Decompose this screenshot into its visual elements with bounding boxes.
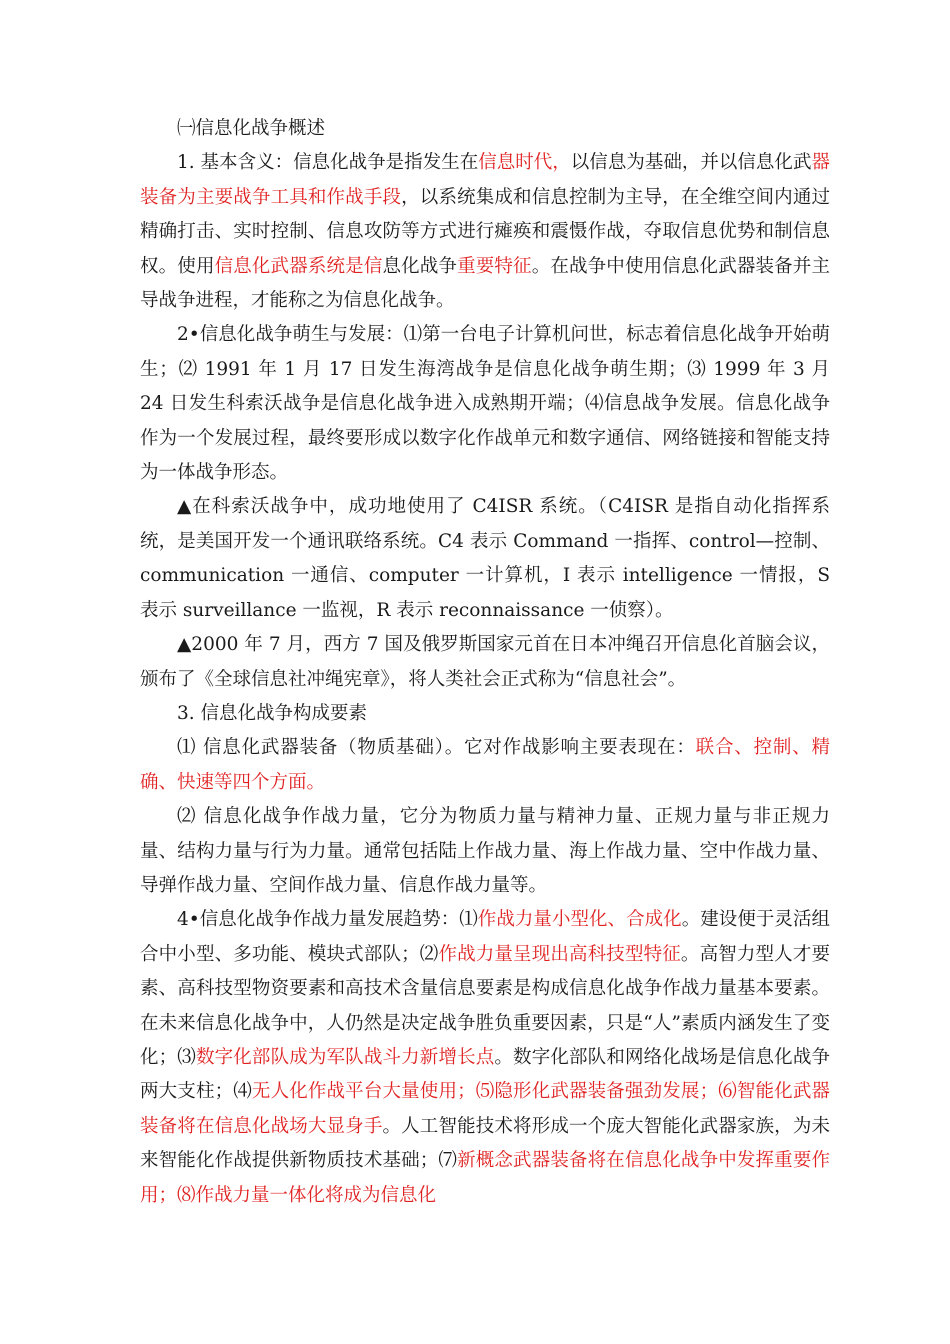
highlighted-text-run: 重要特征 xyxy=(457,255,532,277)
paragraph-development xyxy=(140,318,830,490)
paragraph-c4isr-note xyxy=(140,490,830,628)
text-run: ，以系统集成和信息控制为主导，在全维空间内通过精确打击、实时控制、信息攻防等方式进行瘫痪和震慑作战，夺取信息优势和制信息权。使用 xyxy=(140,186,830,277)
text-run: 。建设便于灵活组合中小型、多功能、模块式部队；⑵ xyxy=(140,909,830,965)
paragraph-okinawa-note xyxy=(140,628,830,697)
text-run: 。数字化部队和网络化战场是信息化战争两大支柱；⑷ xyxy=(140,1046,830,1103)
highlighted-text-run: 新概念武器装备将在信息化战争中发挥重要作用；⑻作战力量一体化将成为信息化 xyxy=(140,1150,830,1206)
text-run: 1. 基本含义：信息化战争是指发生在 xyxy=(177,152,479,174)
paragraph-combat-forces xyxy=(140,800,830,903)
paragraph-weapons-equipment xyxy=(140,731,830,800)
highlighted-text-run: 数字化部队成为军队战斗力新增长点 xyxy=(195,1046,495,1068)
section-heading-overview: ㈠信息化战争概述 xyxy=(177,118,326,139)
text-run: 2•信息化战争萌生与发展：⑴第一台电子计算机问世，标志着信息化战争开始萌生；⑵ 1991 年 1 月 17 日发生海湾战争是信息化战争萌生期；⑶ 1999 年 3 月 24 日发生科索沃战争是信息化战争进入成熟期开端；⑷信息战争发展。信息化战争作为一个发展过程，最终要形成以数字化作战单元和数字通信、网络链接和智能支持为一体战争形态。 xyxy=(140,324,830,484)
text-run: 息化战争 xyxy=(382,255,458,277)
text-run: 。高智力型人才要素、高科技型物资要素和高技术含量信息要素是构成信息化战争作战力量基本要素。在未来信息化战争中，人仍然是决定战争胜负重要因素，只是“人”素质内涵发生了变化；⑶ xyxy=(140,943,830,1068)
paragraph-basic-meaning xyxy=(140,146,830,318)
highlighted-text-run: 作战力量小型化、合成化 xyxy=(477,909,682,931)
highlighted-text-run: 信息时代， xyxy=(478,152,571,174)
text-run: 。人工智能技术将形成一个庞大智能化武器家族，为未来智能化作战提供新物质技术基础；⑺ xyxy=(140,1115,830,1172)
text-run: 以信息为基础，并以信息化武 xyxy=(570,152,812,174)
text-run: ⑵ 信息化战争作战力量，它分为物质力量与精神力量、正规力量与非正规力量、结构力量与行为力量。通常包括陆上作战力量、海上作战力量、空中作战力量、导弹作战力量、空间作战力量、信息作战力量等。 xyxy=(140,806,830,896)
text-run: ⑴ 信息化武器装备（物质基础）。它对作战影响主要表现在： xyxy=(177,737,696,759)
paragraph-force-trends xyxy=(140,903,830,1213)
section-heading-elements: 3. 信息化战争构成要素 xyxy=(177,702,368,724)
document-page xyxy=(140,112,830,1213)
highlighted-text-run: 器装备为主要战争工具和作战手段 xyxy=(140,152,830,208)
highlighted-text-run: 信息化武器系统是信 xyxy=(214,255,383,277)
text-run: ▲2000 年 7 月，西方 7 国及俄罗斯国家元首在日本冲绳召开信息化首脑会议，颁布了《全球信息社冲绳宪章》，将人类社会正式称为“信息社会”。 xyxy=(140,634,830,690)
text-run: ▲在科索沃战争中，成功地使用了 C4ISR 系统。（C4ISR 是指自动化指挥系统，是美国开发一个通讯联络系统。C4 表示 Command 一指挥、control—控制、communication 一通信、computer 一计算机，I 表示 intelligence 一情报，S 表示 surveillance 一监视，R 表示 reconnaissance 一侦察）。 xyxy=(140,496,830,621)
text-run: 。在战争中使用信息化武器装备并主导战争进程，才能称之为信息化战争。 xyxy=(140,255,830,312)
highlighted-text-run: 作战力量呈现出高科技型特征 xyxy=(438,943,681,965)
text-run: 4•信息化战争作战力量发展趋势：⑴ xyxy=(177,909,478,931)
highlighted-text-run: 联合、控制、精确、快速等四个方面。 xyxy=(140,737,830,793)
highlighted-text-run: 无人化作战平台大量使用；⑸隐形化武器装备强劲发展；⑹智能化武器装备将在信息化战场大显身手 xyxy=(140,1081,830,1137)
